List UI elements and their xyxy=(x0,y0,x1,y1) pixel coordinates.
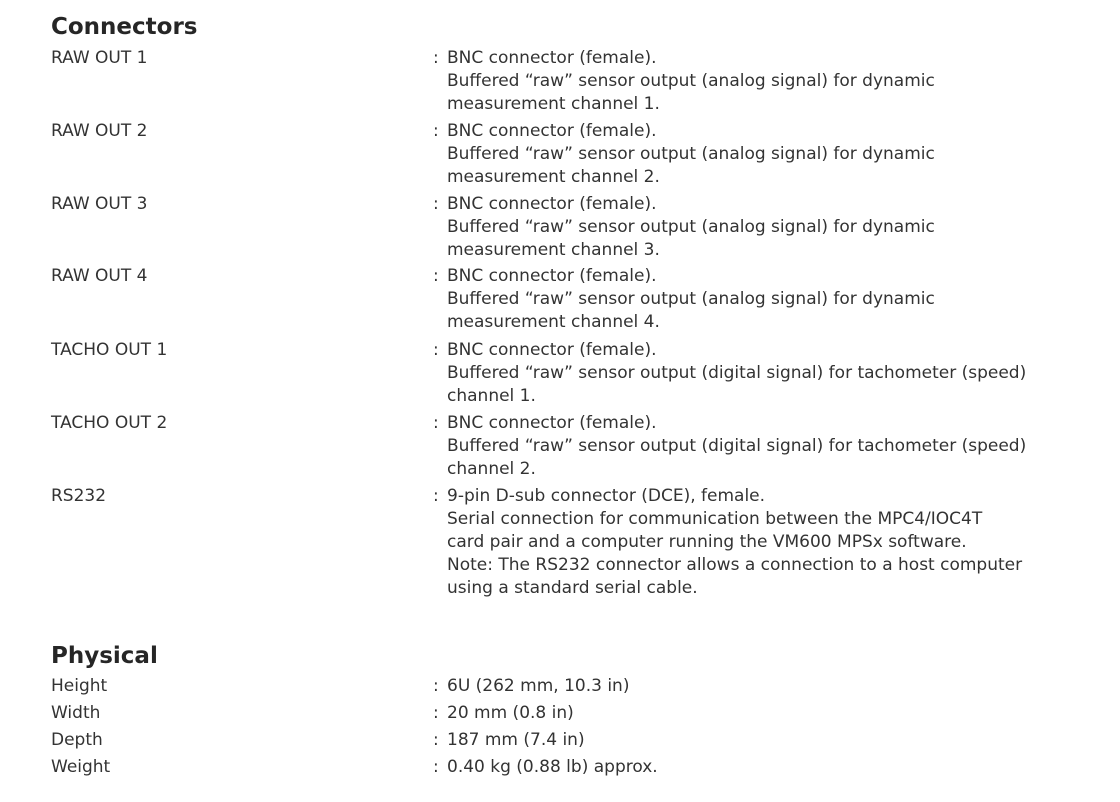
spec-value-line: BNC connector (female). xyxy=(447,194,657,214)
spec-value-line: BNC connector (female). xyxy=(447,413,657,433)
spec-label-tacho-out-2: TACHO OUT 2 xyxy=(51,413,168,433)
spec-label-raw-out-1: RAW OUT 1 xyxy=(51,48,148,68)
spec-value-line: 20 mm (0.8 in) xyxy=(447,703,574,723)
spec-value-line: Serial connection for communication between the MPC4/IOC4T xyxy=(447,509,983,529)
spec-value-height xyxy=(433,675,1083,698)
spec-value-line: measurement channel 1. xyxy=(447,94,660,114)
spec-value-tacho-out-2 xyxy=(433,412,1083,481)
separator-colon: : xyxy=(433,194,439,214)
separator-colon: : xyxy=(433,703,439,723)
spec-value-width xyxy=(433,702,1083,725)
spec-value-line: using a standard serial cable. xyxy=(447,578,698,598)
spec-value-line: channel 1. xyxy=(447,386,536,406)
separator-colon: : xyxy=(433,121,439,141)
spec-value-line: Buffered “raw” sensor output (digital signal) for tachometer (speed) xyxy=(447,436,1027,456)
spec-value-depth xyxy=(433,729,1083,752)
spec-value-line: BNC connector (female). xyxy=(447,48,657,68)
spec-value-line: 9-pin D-sub connector (DCE), female. xyxy=(447,486,766,506)
spec-label-raw-out-3: RAW OUT 3 xyxy=(51,194,148,214)
spec-value-raw-out-4 xyxy=(433,265,1083,334)
spec-value-line: measurement channel 2. xyxy=(447,167,660,187)
connectors-heading: Connectors xyxy=(51,14,198,40)
spec-value-tacho-out-1 xyxy=(433,339,1083,408)
spec-label-height: Height xyxy=(51,676,108,696)
spec-label-width: Width xyxy=(51,703,101,723)
spec-value-line: Buffered “raw” sensor output (analog signal) for dynamic xyxy=(447,289,935,309)
spec-value-line: BNC connector (female). xyxy=(447,340,657,360)
spec-value-line: Buffered “raw” sensor output (analog signal) for dynamic xyxy=(447,144,935,164)
spec-value-line: BNC connector (female). xyxy=(447,266,657,286)
separator-colon: : xyxy=(433,730,439,750)
separator-colon: : xyxy=(433,266,439,286)
separator-colon: : xyxy=(433,413,439,433)
spec-value-raw-out-2 xyxy=(433,120,1083,189)
separator-colon: : xyxy=(433,757,439,777)
spec-value-line: 6U (262 mm, 10.3 in) xyxy=(447,676,630,696)
spec-value-line: Buffered “raw” sensor output (analog signal) for dynamic xyxy=(447,217,935,237)
spec-value-rs232 xyxy=(433,485,1083,600)
spec-value-line: measurement channel 4. xyxy=(447,312,660,332)
separator-colon: : xyxy=(433,48,439,68)
spec-value-line: Note: The RS232 connector allows a connection to a host computer xyxy=(447,555,1023,575)
spec-value-line: Buffered “raw” sensor output (analog signal) for dynamic xyxy=(447,71,935,91)
spec-value-line: measurement channel 3. xyxy=(447,240,660,260)
spec-value-line: BNC connector (female). xyxy=(447,121,657,141)
separator-colon: : xyxy=(433,340,439,360)
spec-label-raw-out-4: RAW OUT 4 xyxy=(51,266,148,286)
spec-value-line: channel 2. xyxy=(447,459,536,479)
separator-colon: : xyxy=(433,486,439,506)
spec-value-raw-out-3 xyxy=(433,193,1083,262)
spec-label-tacho-out-1: TACHO OUT 1 xyxy=(51,340,168,360)
spec-value-line: Buffered “raw” sensor output (digital signal) for tachometer (speed) xyxy=(447,363,1027,383)
spec-label-raw-out-2: RAW OUT 2 xyxy=(51,121,148,141)
spec-value-line: 0.40 kg (0.88 lb) approx. xyxy=(447,757,658,777)
spec-label-depth: Depth xyxy=(51,730,103,750)
spec-label-weight: Weight xyxy=(51,757,111,777)
spec-value-raw-out-1 xyxy=(433,47,1083,116)
spec-label-rs232: RS232 xyxy=(51,486,107,506)
spec-value-weight xyxy=(433,756,1083,779)
spec-value-line: 187 mm (7.4 in) xyxy=(447,730,585,750)
spec-value-line: card pair and a computer running the VM600 MPSx software. xyxy=(447,532,967,552)
separator-colon: : xyxy=(433,676,439,696)
physical-heading: Physical xyxy=(51,643,158,669)
